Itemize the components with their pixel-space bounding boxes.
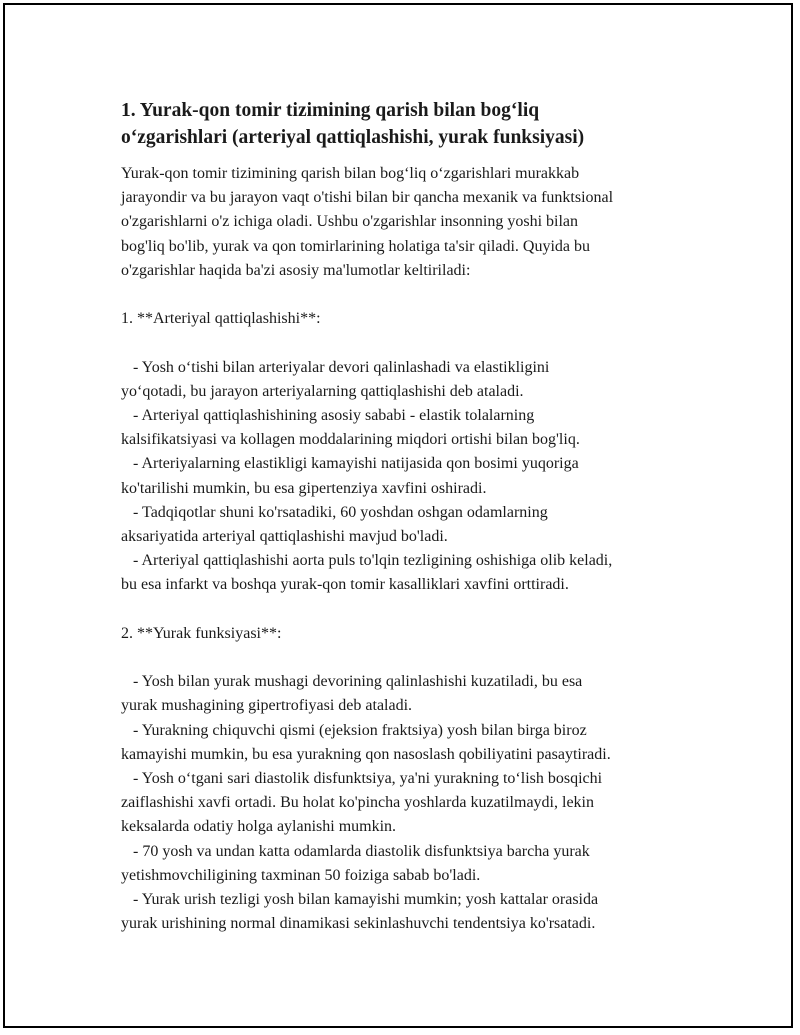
section2-line: yurak urishining normal dinamikasi sekinlashuvchi tendentsiya ko'rsatadi. bbox=[121, 915, 596, 933]
page-frame bbox=[3, 3, 793, 1028]
heading-line-1: 1. Yurak-qon tomir tizimining qarish bilan bog‘liq bbox=[121, 100, 540, 121]
intro-line: jarayondir va bu jarayon vaqt o'tishi bilan bir qancha mexanik va funktsional bbox=[121, 189, 614, 207]
heading-line-2: o‘zgarishlari (arteriyal qattiqlashishi, yurak funksiyasi) bbox=[121, 127, 585, 148]
section1-line: - Arteriyal qattiqlashishining asosiy sababi - elastik tolalarning bbox=[121, 407, 535, 424]
document-body bbox=[121, 97, 721, 936]
section1-line: aksariyatida arteriyal qattiqlashishi mavjud bo'ladi. bbox=[121, 528, 448, 546]
section1-line: - Arteriyalarning elastikligi kamayishi natijasida qon bosimi yuqoriga bbox=[121, 455, 579, 473]
section1-line: bu esa infarkt va boshqa yurak-qon tomir kasalliklari xavfini orttiradi. bbox=[121, 576, 569, 594]
section2-title: 2. **Yurak funksiyasi**: bbox=[121, 624, 282, 642]
intro-line: Yurak-qon tomir tizimining qarish bilan bog‘liq o‘zgarishlari murakkab bbox=[121, 165, 580, 182]
section1-line: - Arteriyal qattiqlashishi aorta puls to'lqin tezligining oshishiga olib keladi, bbox=[121, 552, 613, 570]
section2-line: - 70 yosh va undan katta odamlarda diastolik disfunktsiya barcha yurak bbox=[121, 842, 590, 860]
section2-line: - Yosh o‘tgani sari diastolik disfunktsiya, ya'ni yurakning to‘lish bosqichi bbox=[121, 770, 603, 788]
section2-line: yetishmovchiligining taxminan 50 foiziga sabab bo'ladi. bbox=[121, 866, 481, 884]
intro-line: o'zgarishlarni o'z ichiga oladi. Ushbu o'zgarishlar insonning yoshi bilan bbox=[121, 213, 578, 231]
intro-line: bog'liq bo'lib, yurak va qon tomirlarining holatiga ta'sir qiladi. Quyida bu bbox=[121, 237, 591, 255]
section2-line: yurak mushagining gipertrofiyasi deb ataladi. bbox=[121, 697, 413, 715]
section1-line: kalsifikatsiyasi va kollagen moddalarining miqdori ortishi bilan bog'liq. bbox=[121, 431, 580, 449]
section2-line: - Yurakning chiquvchi qismi (ejeksion fraktsiya) yosh bilan birga biroz bbox=[121, 721, 587, 739]
paragraph-gap bbox=[121, 598, 721, 622]
section1-title: 1. **Arteriyal qattiqlashishi**: bbox=[121, 310, 321, 328]
document-heading bbox=[121, 97, 721, 151]
section2-line: kamayishi mumkin, bu esa yurakning qon nasoslash qobiliyatini pasaytiradi. bbox=[121, 745, 611, 763]
section1-line: yo‘qotadi, bu jarayon arteriyalarning qattiqlashishi deb ataladi. bbox=[121, 382, 524, 400]
intro-paragraph bbox=[121, 162, 721, 283]
paragraph-gap bbox=[121, 331, 721, 355]
section2-line: zaiflashishi xavfi ortadi. Bu holat ko'pincha yoshlarda kuzatilmaydi, lekin bbox=[121, 794, 594, 812]
section2-line: keksalarda odatiy holga aylanishi mumkin. bbox=[121, 818, 397, 836]
section1-line: ko'tarilishi mumkin, bu esa gipertenziya xavfini oshiradi. bbox=[121, 479, 487, 497]
intro-line: o'zgarishlar haqida ba'zi asosiy ma'lumotlar keltiriladi: bbox=[121, 261, 471, 279]
section2-line: - Yurak urish tezligi yosh bilan kamayishi mumkin; yosh kattalar orasida bbox=[121, 891, 599, 909]
section1-list bbox=[121, 356, 721, 598]
paragraph-gap bbox=[121, 646, 721, 670]
section2-line: - Yosh bilan yurak mushagi devorining qalinlashishi kuzatiladi, bu esa bbox=[121, 673, 583, 691]
section2-list bbox=[121, 670, 721, 936]
section1-line: - Tadqiqotlar shuni ko'rsatadiki, 60 yoshdan oshgan odamlarning bbox=[121, 503, 548, 521]
paragraph-gap bbox=[121, 283, 721, 307]
section1-line: - Yosh o‘tishi bilan arteriyalar devori qalinlashadi va elastikligini bbox=[121, 358, 550, 376]
